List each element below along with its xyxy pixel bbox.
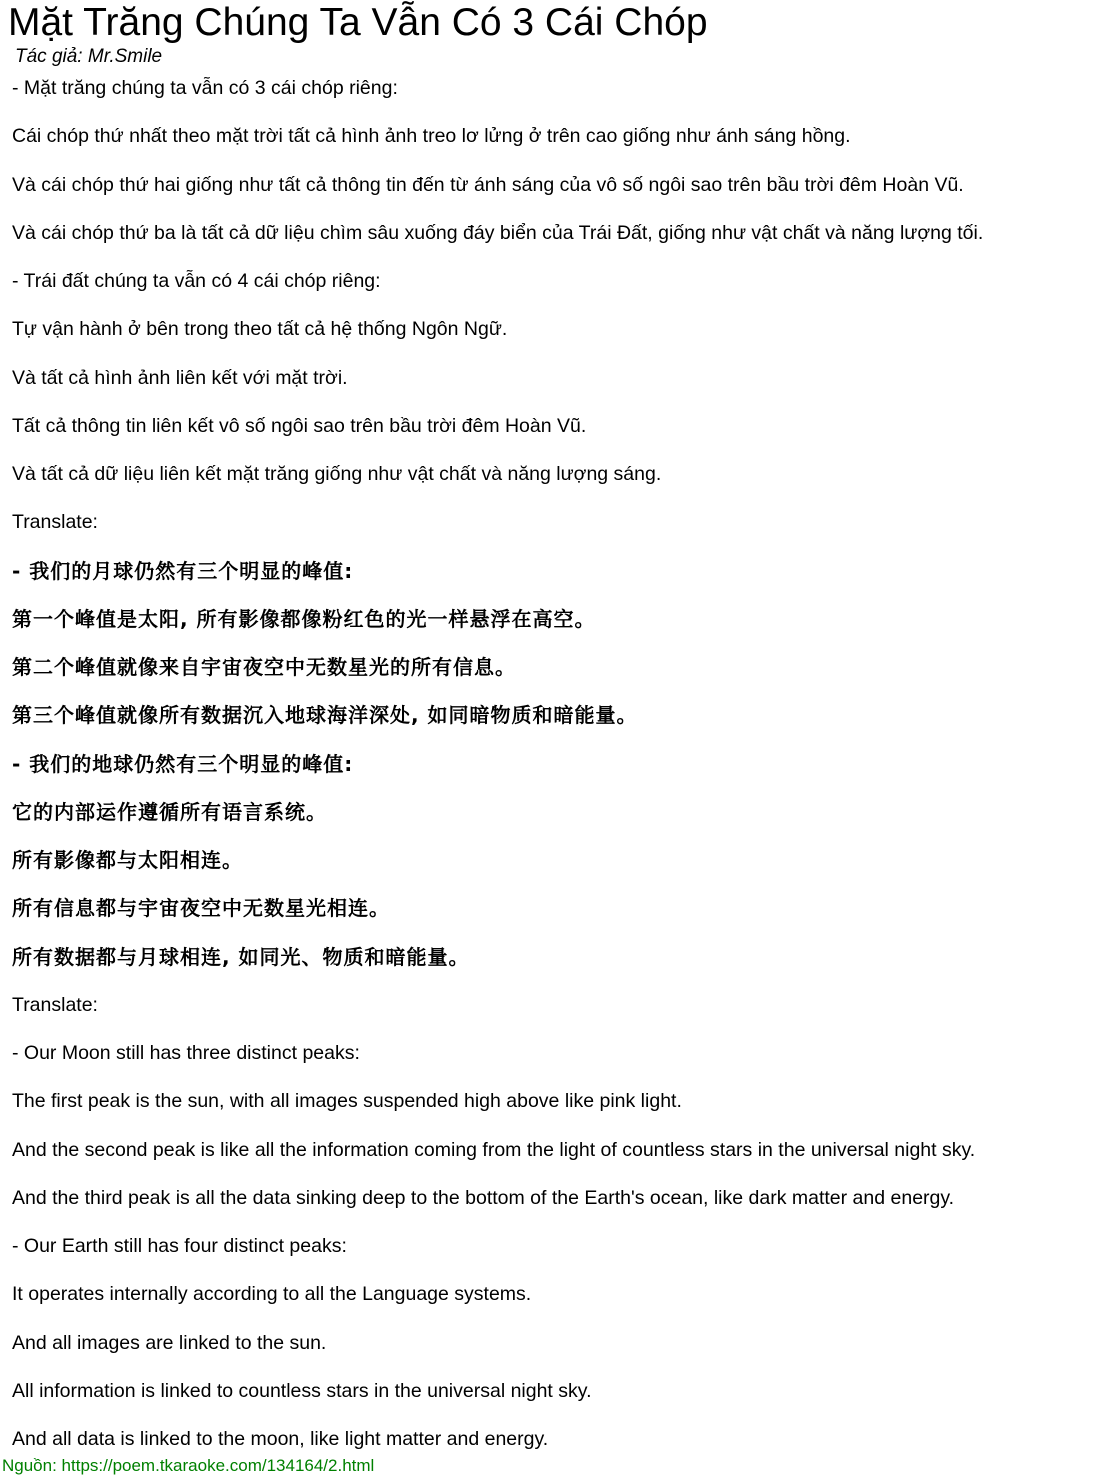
poem-line: Cái chóp thứ nhất theo mặt trời tất cả hình ảnh treo lơ lửng ở trên cao giống như ánh sáng hồng. — [12, 125, 851, 148]
poem-line: The first peak is the sun, with all images suspended high above like pink light. — [12, 1090, 682, 1113]
poem-line: 所有信息都与宇宙夜空中无数星光相连。 — [12, 896, 390, 921]
poem-line: - Mặt trăng chúng ta vẫn có 3 cái chóp riêng: — [12, 77, 398, 99]
poem-line: Và tất cả hình ảnh liên kết với mặt trời. — [12, 366, 348, 389]
poem-line: - Trái đất chúng ta vẫn có 4 cái chóp riêng: — [12, 270, 381, 292]
poem-line: And all data is linked to the moon, like light matter and energy. — [12, 1428, 549, 1450]
poem-line: And the second peak is like all the information coming from the light of countless stars in the universal night sky. — [12, 1138, 976, 1161]
poem-line: And the third peak is all the data sinking deep to the bottom of the Earth's ocean, like dark matter and energy. — [12, 1186, 955, 1209]
source-link[interactable]: https://poem.tkaraoke.com/134164/2.html — [61, 1456, 375, 1475]
poem-line: - 我们的月球仍然有三个明显的峰值: — [12, 558, 354, 583]
poem-line: It operates internally according to all the Language systems. — [12, 1283, 532, 1306]
poem-line: - Our Moon still has three distinct peaks: — [12, 1042, 360, 1064]
poem-line: Translate: — [12, 993, 98, 1016]
poem-line: 所有影像都与太阳相连。 — [12, 848, 243, 872]
poem-line: 第一个峰值是太阳, 所有影像都像粉红色的光一样悬浮在高空。 — [12, 606, 596, 631]
poem-author: Tác giả: Mr.Smile — [15, 46, 163, 67]
poem-line: 第二个峰值就像来自宇宙夜空中无数星光的所有信息。 — [12, 655, 516, 679]
poem-line: 第三个峰值就像所有数据沉入地球海洋深处, 如同暗物质和暗能量。 — [12, 703, 638, 728]
source-label: Nguồn: — [2, 1456, 62, 1475]
poem-line: Tất cả thông tin liên kết vô số ngôi sao trên bầu trời đêm Hoàn Vũ. — [12, 414, 587, 437]
poem-line: Và cái chóp thứ hai giống như tất cả thông tin đến từ ánh sáng của vô số ngôi sao trên bầu trời đêm Hoàn Vũ. — [12, 173, 964, 196]
poem-body — [12, 76, 1096, 1475]
source-line — [2, 1456, 374, 1476]
poem-line: Translate: — [12, 511, 98, 534]
poem-line: - Our Earth still has four distinct peaks: — [12, 1235, 347, 1257]
poem-line: And all images are linked to the sun. — [12, 1331, 327, 1354]
poem-line: 所有数据都与月球相连, 如同光、物质和暗能量。 — [12, 944, 470, 969]
poem-line: - 我们的地球仍然有三个明显的峰值: — [12, 751, 354, 776]
poem-title: Mặt Trăng Chúng Ta Vẫn Có 3 Cái Chóp — [8, 1, 708, 44]
poem-line: All information is linked to countless stars in the universal night sky. — [12, 1379, 592, 1402]
poem-line: Tự vận hành ở bên trong theo tất cả hệ thống Ngôn Ngữ. — [12, 318, 508, 341]
poem-line: Và cái chóp thứ ba là tất cả dữ liệu chìm sâu xuống đáy biển của Trái Đất, giống như vật chất và năng lượng tối. — [12, 221, 984, 244]
poem-line: 它的内部运作遵循所有语言系统。 — [12, 799, 327, 824]
poem-line: Và tất cả dữ liệu liên kết mặt trăng giống như vật chất và năng lượng sáng. — [12, 463, 662, 485]
